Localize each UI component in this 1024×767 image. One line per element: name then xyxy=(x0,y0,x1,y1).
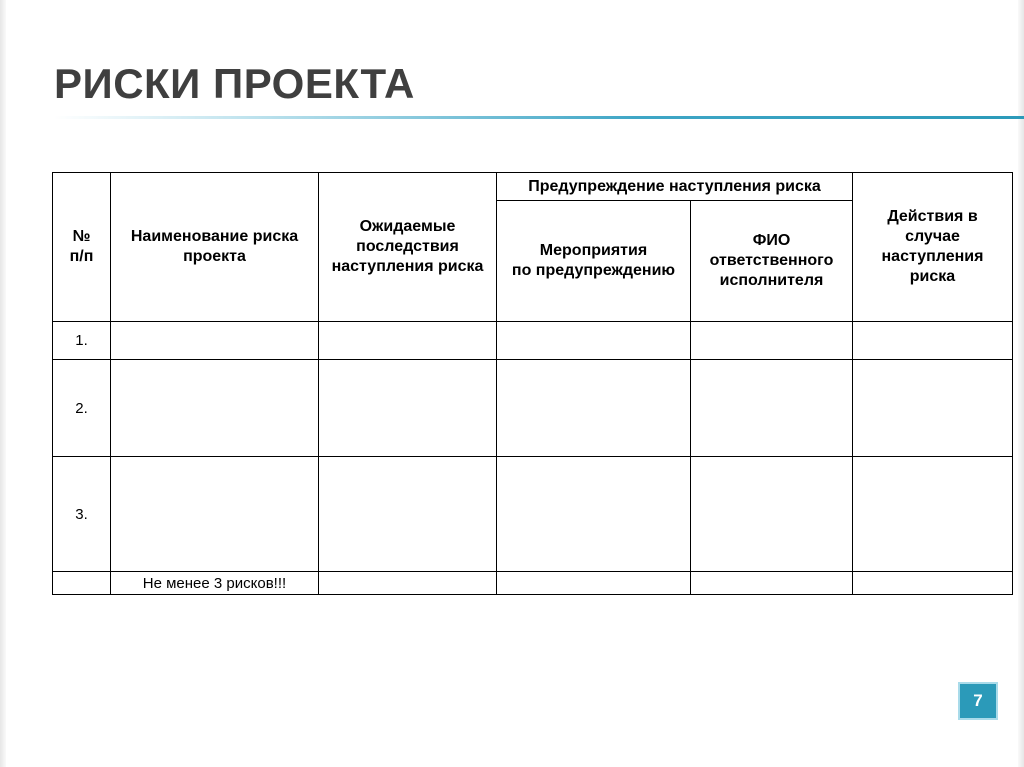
cell-actions[interactable] xyxy=(853,322,1013,360)
cell-actions[interactable] xyxy=(853,572,1013,595)
cell-responsible[interactable] xyxy=(691,572,853,595)
row-number: 1. xyxy=(53,322,111,360)
cell-actions[interactable] xyxy=(853,457,1013,572)
cell-measures[interactable] xyxy=(497,572,691,595)
note-row-number xyxy=(53,572,111,595)
cell-consequences[interactable] xyxy=(319,457,497,572)
cell-actions[interactable] xyxy=(853,360,1013,457)
table-row-note xyxy=(53,572,1013,595)
cell-responsible[interactable] xyxy=(691,360,853,457)
cell-risk-name[interactable] xyxy=(111,360,319,457)
title-underline xyxy=(54,116,1024,119)
table-row xyxy=(53,322,1013,360)
cell-responsible[interactable] xyxy=(691,457,853,572)
cell-measures[interactable] xyxy=(497,360,691,457)
slide-frame-left xyxy=(0,0,6,767)
cell-consequences[interactable] xyxy=(319,572,497,595)
cell-measures[interactable] xyxy=(497,457,691,572)
cell-risk-name[interactable] xyxy=(111,322,319,360)
cell-measures[interactable] xyxy=(497,322,691,360)
risks-table xyxy=(52,172,1013,595)
header-actions: Действия в случае наступления риска xyxy=(853,173,1013,322)
cell-consequences[interactable] xyxy=(319,360,497,457)
table-row xyxy=(53,360,1013,457)
row-number: 2. xyxy=(53,360,111,457)
cell-responsible[interactable] xyxy=(691,322,853,360)
header-number: № п/п xyxy=(53,173,111,322)
min-risks-note: Не менее 3 рисков!!! xyxy=(111,572,319,595)
cell-risk-name[interactable] xyxy=(111,457,319,572)
header-consequences: Ожидаемые последствия наступления риска xyxy=(319,173,497,322)
row-number: 3. xyxy=(53,457,111,572)
cell-consequences[interactable] xyxy=(319,322,497,360)
header-responsible: ФИО ответственного исполнителя xyxy=(691,201,853,322)
header-measures: Мероприятия по предупреждению xyxy=(497,201,691,322)
header-prevention-group: Предупреждение наступления риска xyxy=(497,173,853,201)
page-title: РИСКИ ПРОЕКТА xyxy=(54,60,415,107)
table-row xyxy=(53,457,1013,572)
page-number-badge: 7 xyxy=(958,682,998,720)
header-risk-name: Наименование риска проекта xyxy=(111,173,319,322)
